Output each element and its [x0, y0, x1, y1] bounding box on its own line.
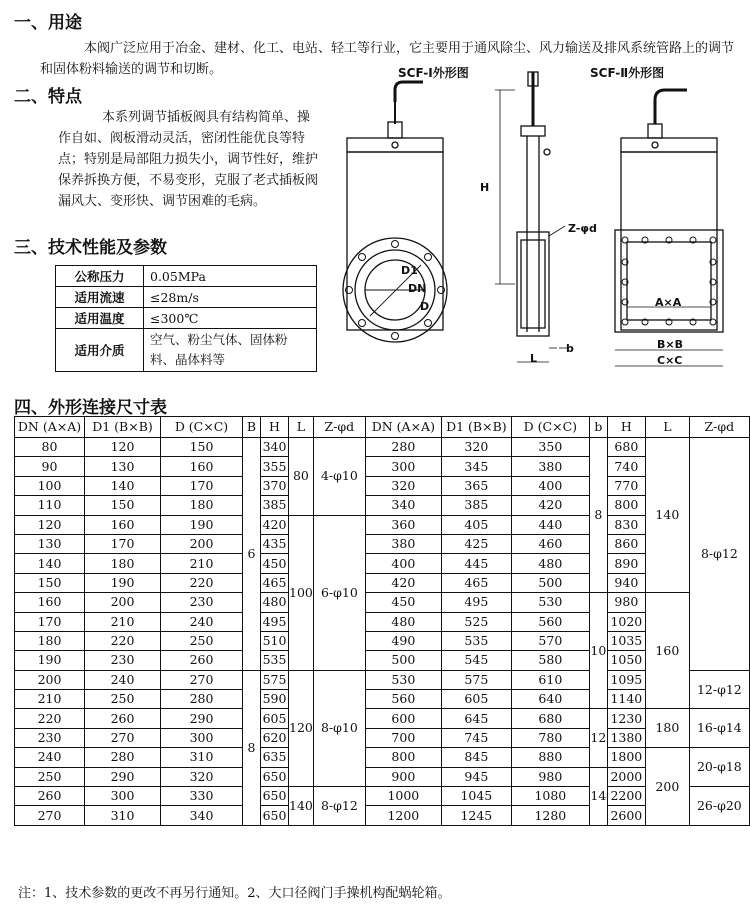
cell: 190	[161, 515, 243, 534]
cell: 650	[261, 806, 289, 825]
cell: 450	[365, 593, 441, 612]
cell: 190	[15, 651, 85, 670]
cell: 290	[85, 767, 161, 786]
cell: 740	[607, 457, 645, 476]
header-cell: D1 (B×B)	[85, 417, 161, 438]
footnote: 注：1、技术参数的更改不再另行通知。2、大口径阀门手操机构配蜗轮箱。	[18, 886, 451, 901]
spec-value: 空气、粉尘气体、固体粉料、晶体料等	[144, 329, 317, 372]
table-row	[15, 806, 750, 825]
cell: 425	[441, 534, 511, 553]
cell: 900	[365, 767, 441, 786]
cell: 405	[441, 515, 511, 534]
cell: 2600	[607, 806, 645, 825]
cell: 310	[85, 806, 161, 825]
cell: 320	[365, 476, 441, 495]
label-d1: D1	[401, 264, 418, 277]
section-specs-heading: 三、技术性能及参数	[14, 238, 167, 258]
cell: 500	[511, 573, 589, 592]
cell: 620	[261, 728, 289, 747]
cell: 1230	[607, 709, 645, 728]
cell: 590	[261, 690, 289, 709]
cell: 385	[261, 496, 289, 515]
cell: 580	[511, 651, 589, 670]
table-header-row	[15, 417, 750, 438]
label-bxb: B×B	[657, 338, 683, 351]
cell: 340	[365, 496, 441, 515]
cell: 220	[161, 573, 243, 592]
usage-paragraph: 本阀广泛应用于冶金、建材、化工、电站、轻工等行业，它主要用于通风除尘、风力输送及排风系统管路上的调节和固体粉料输送的调节和切断。	[40, 41, 735, 77]
cell: 480	[511, 554, 589, 573]
cell: 240	[161, 612, 243, 631]
header-cell: L	[645, 417, 689, 438]
cell: 200	[15, 670, 85, 689]
cell: 345	[441, 457, 511, 476]
cell: 1035	[607, 631, 645, 650]
cell: 1280	[511, 806, 589, 825]
cell: 480	[365, 612, 441, 631]
cell: 500	[365, 651, 441, 670]
cell: 770	[607, 476, 645, 495]
cell-b: 10	[589, 593, 607, 709]
cell: 385	[441, 496, 511, 515]
section-usage-heading: 一、用途	[14, 13, 82, 33]
header-cell: B	[243, 417, 261, 438]
cell: 170	[85, 534, 161, 553]
cell: 680	[607, 438, 645, 457]
cell-l: 180	[645, 709, 689, 748]
cell: 130	[15, 534, 85, 553]
cell: 1140	[607, 690, 645, 709]
cell: 525	[441, 612, 511, 631]
cell: 230	[85, 651, 161, 670]
cell: 530	[511, 593, 589, 612]
cell: 210	[85, 612, 161, 631]
cell: 355	[261, 457, 289, 476]
cell: 490	[365, 631, 441, 650]
cell: 1000	[365, 787, 441, 806]
cell: 465	[441, 573, 511, 592]
cell: 940	[607, 573, 645, 592]
cell: 575	[261, 670, 289, 689]
table-row	[15, 709, 750, 728]
cell: 745	[441, 728, 511, 747]
table-row	[15, 593, 750, 612]
cell: 140	[85, 476, 161, 495]
label-b: b	[566, 342, 574, 355]
spec-key: 适用流速	[56, 287, 144, 308]
cell: 120	[15, 515, 85, 534]
cell: 240	[85, 670, 161, 689]
cell: 170	[15, 612, 85, 631]
cell: 290	[161, 709, 243, 728]
cell: 420	[365, 573, 441, 592]
cell: 320	[441, 438, 511, 457]
cell: 1045	[441, 787, 511, 806]
cell-z: 8-φ12	[689, 438, 749, 671]
cell: 220	[85, 631, 161, 650]
dimension-table	[14, 416, 750, 826]
spec-key: 公称压力	[56, 266, 144, 287]
cell: 300	[365, 457, 441, 476]
cell-l: 160	[645, 593, 689, 709]
table-row	[15, 631, 750, 650]
cell: 800	[607, 496, 645, 515]
cell: 300	[161, 728, 243, 747]
table-row	[15, 748, 750, 767]
cell-b: 12	[589, 709, 607, 767]
cell: 140	[15, 554, 85, 573]
header-cell: D (C×C)	[511, 417, 589, 438]
cell: 510	[261, 631, 289, 650]
spec-value: ≤300℃	[144, 308, 317, 329]
label-h: H	[480, 181, 490, 194]
header-cell: b	[589, 417, 607, 438]
cell: 380	[365, 534, 441, 553]
cell: 610	[511, 670, 589, 689]
table-row	[15, 612, 750, 631]
cell: 250	[161, 631, 243, 650]
header-cell: Z-φd	[313, 417, 365, 438]
cell: 150	[85, 496, 161, 515]
cell-z: 12-φ12	[689, 670, 749, 709]
table-row	[15, 515, 750, 534]
cell: 270	[85, 728, 161, 747]
cell: 2000	[607, 767, 645, 786]
table-row	[15, 767, 750, 786]
cell: 1050	[607, 651, 645, 670]
header-cell: DN (A×A)	[365, 417, 441, 438]
cell: 845	[441, 748, 511, 767]
cell: 110	[15, 496, 85, 515]
cell: 700	[365, 728, 441, 747]
cell: 560	[511, 612, 589, 631]
cell: 650	[261, 767, 289, 786]
spec-value: ≤28m/s	[144, 287, 317, 308]
cell: 330	[161, 787, 243, 806]
cell: 1080	[511, 787, 589, 806]
cell: 465	[261, 573, 289, 592]
cell: 800	[365, 748, 441, 767]
cell-l: 140	[289, 787, 314, 826]
cell: 260	[161, 651, 243, 670]
cell: 180	[15, 631, 85, 650]
label-dn: DN	[408, 282, 427, 295]
cell: 1380	[607, 728, 645, 747]
cell-b: 8	[589, 438, 607, 593]
label-cxc: C×C	[657, 354, 683, 367]
cell: 150	[15, 573, 85, 592]
spec-key: 适用介质	[56, 329, 144, 372]
cell: 160	[15, 593, 85, 612]
spec-table	[55, 265, 317, 372]
cell-z: 8-φ10	[313, 670, 365, 786]
cell: 210	[15, 690, 85, 709]
cell: 460	[511, 534, 589, 553]
label-l: L	[530, 352, 538, 365]
cell-b: 6	[243, 438, 261, 671]
cell: 350	[511, 438, 589, 457]
header-cell: D1 (B×B)	[441, 417, 511, 438]
table-row	[15, 554, 750, 573]
valve-drawings	[335, 62, 745, 392]
cell: 560	[365, 690, 441, 709]
cell: 340	[261, 438, 289, 457]
cell: 495	[261, 612, 289, 631]
cell: 100	[15, 476, 85, 495]
cell-l: 100	[289, 515, 314, 670]
diagram-title-2: SCF-Ⅱ外形图	[590, 66, 665, 80]
cell: 2200	[607, 787, 645, 806]
table-row	[15, 728, 750, 747]
cell: 600	[365, 709, 441, 728]
cell: 640	[511, 690, 589, 709]
cell: 880	[511, 748, 589, 767]
cell: 1800	[607, 748, 645, 767]
cell-l: 120	[289, 670, 314, 786]
cell: 1200	[365, 806, 441, 825]
cell: 535	[261, 651, 289, 670]
section-features-heading: 二、特点	[14, 87, 82, 107]
cell: 250	[85, 690, 161, 709]
cell: 1095	[607, 670, 645, 689]
cell: 400	[365, 554, 441, 573]
header-cell: D (C×C)	[161, 417, 243, 438]
header-cell: H	[607, 417, 645, 438]
cell: 200	[85, 593, 161, 612]
cell-z: 6-φ10	[313, 515, 365, 670]
cell: 645	[441, 709, 511, 728]
cell: 480	[261, 593, 289, 612]
features-paragraph: 本系列调节插板阀具有结构简单、操作自如、阀板滑动灵活，密闭性能优良等特点；特别是局部阻力损失小，调节性好，维护保养拆换方便，不易变形，克服了老式插板阀漏风大、变形快、调节困难的毛病。	[58, 110, 319, 209]
cell: 180	[85, 554, 161, 573]
table-row	[15, 787, 750, 806]
cell: 240	[15, 748, 85, 767]
cell: 635	[261, 748, 289, 767]
cell: 440	[511, 515, 589, 534]
table-row	[15, 651, 750, 670]
cell: 420	[261, 515, 289, 534]
cell: 495	[441, 593, 511, 612]
cell: 860	[607, 534, 645, 553]
cell: 980	[607, 593, 645, 612]
cell-b: 8	[243, 670, 261, 825]
cell: 150	[161, 438, 243, 457]
cell: 300	[85, 787, 161, 806]
table-row	[15, 476, 750, 495]
cell: 270	[15, 806, 85, 825]
cell: 130	[85, 457, 161, 476]
cell-l: 140	[645, 438, 689, 593]
cell-b: 14	[589, 767, 607, 825]
cell: 380	[511, 457, 589, 476]
cell: 250	[15, 767, 85, 786]
cell: 530	[365, 670, 441, 689]
cell: 280	[85, 748, 161, 767]
table-row	[15, 457, 750, 476]
cell: 780	[511, 728, 589, 747]
cell: 180	[161, 496, 243, 515]
cell: 170	[161, 476, 243, 495]
cell: 370	[261, 476, 289, 495]
header-cell: L	[289, 417, 314, 438]
cell: 220	[15, 709, 85, 728]
cell: 260	[15, 787, 85, 806]
cell: 90	[15, 457, 85, 476]
table-row	[15, 573, 750, 592]
cell: 680	[511, 709, 589, 728]
cell: 890	[607, 554, 645, 573]
cell: 365	[441, 476, 511, 495]
table-row	[15, 534, 750, 553]
cell: 160	[161, 457, 243, 476]
cell: 210	[161, 554, 243, 573]
cell: 270	[161, 670, 243, 689]
cell: 650	[261, 787, 289, 806]
cell-z: 26-φ20	[689, 787, 749, 826]
cell: 980	[511, 767, 589, 786]
spec-key: 适用温度	[56, 308, 144, 329]
diagram-title-1: SCF-Ⅰ外形图	[398, 66, 469, 80]
cell-z: 8-φ12	[313, 787, 365, 826]
cell: 420	[511, 496, 589, 515]
cell: 605	[261, 709, 289, 728]
cell-l: 200	[645, 748, 689, 826]
table-row	[15, 496, 750, 515]
cell-z: 20-φ18	[689, 748, 749, 787]
table-row	[15, 690, 750, 709]
header-cell: H	[261, 417, 289, 438]
cell: 160	[85, 515, 161, 534]
cell: 120	[85, 438, 161, 457]
cell: 830	[607, 515, 645, 534]
cell: 280	[365, 438, 441, 457]
cell: 230	[15, 728, 85, 747]
cell: 945	[441, 767, 511, 786]
cell-l: 80	[289, 438, 314, 516]
cell: 1245	[441, 806, 511, 825]
label-d: D	[420, 300, 430, 313]
cell: 260	[85, 709, 161, 728]
cell-z: 16-φ14	[689, 709, 749, 748]
cell-z: 4-φ10	[313, 438, 365, 516]
cell: 320	[161, 767, 243, 786]
cell: 450	[261, 554, 289, 573]
cell: 360	[365, 515, 441, 534]
cell: 535	[441, 631, 511, 650]
header-cell: DN (A×A)	[15, 417, 85, 438]
cell: 230	[161, 593, 243, 612]
cell: 1020	[607, 612, 645, 631]
cell: 400	[511, 476, 589, 495]
cell: 605	[441, 690, 511, 709]
cell: 310	[161, 748, 243, 767]
section-dimensions-heading: 四、外形连接尺寸表	[14, 398, 167, 418]
header-cell: Z-φd	[689, 417, 749, 438]
cell: 80	[15, 438, 85, 457]
label-z-phi-d: Z-φd	[568, 222, 597, 235]
table-row	[15, 670, 750, 689]
label-axa: A×A	[655, 296, 682, 309]
cell: 340	[161, 806, 243, 825]
table-row	[15, 438, 750, 457]
cell: 545	[441, 651, 511, 670]
cell: 280	[161, 690, 243, 709]
cell: 570	[511, 631, 589, 650]
cell: 200	[161, 534, 243, 553]
cell: 190	[85, 573, 161, 592]
cell: 435	[261, 534, 289, 553]
cell: 575	[441, 670, 511, 689]
spec-value: 0.05MPa	[144, 266, 317, 287]
cell: 445	[441, 554, 511, 573]
